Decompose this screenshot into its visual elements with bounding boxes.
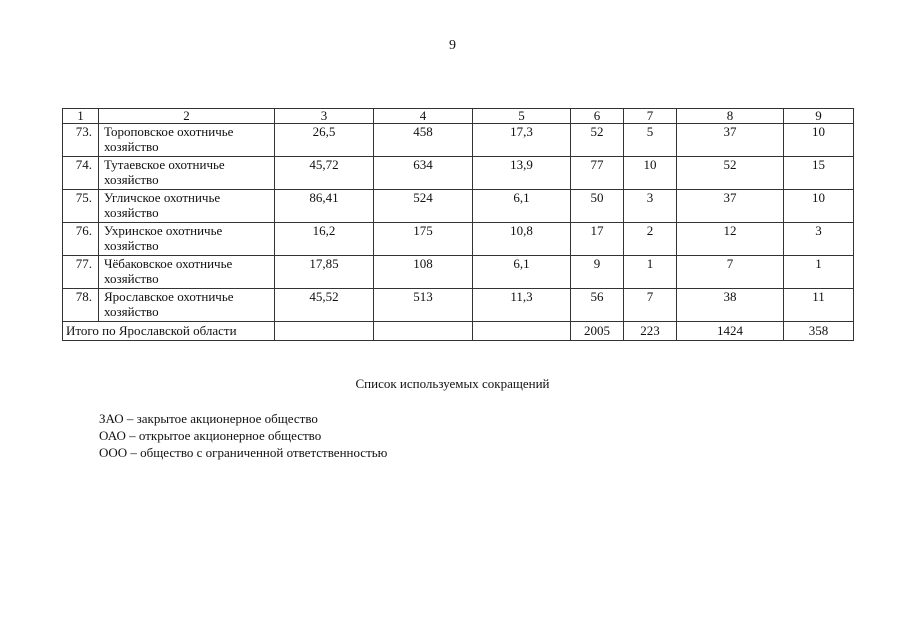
row-number: 74. (63, 157, 99, 190)
table-cell: 17 (571, 223, 624, 256)
abbreviation-item: ОАО – открытое акционерное общество (99, 428, 322, 443)
table-cell: 513 (374, 289, 473, 322)
table-cell: 10 (784, 190, 854, 223)
table-cell: 458 (374, 124, 473, 157)
table-cell: 16,2 (275, 223, 374, 256)
table-cell: 9 (571, 256, 624, 289)
column-header: 6 (571, 109, 624, 124)
table-cell: 37 (677, 124, 784, 157)
table-cell: 7 (677, 256, 784, 289)
row-number: 77. (63, 256, 99, 289)
table-cell-empty (473, 322, 571, 341)
table-cell: 56 (571, 289, 624, 322)
table-cell: 175 (374, 223, 473, 256)
table-row (63, 289, 854, 322)
table-cell: 634 (374, 157, 473, 190)
table-cell: 1 (624, 256, 677, 289)
column-header: 1 (63, 109, 99, 124)
table-cell: 10,8 (473, 223, 571, 256)
table-cell: 52 (677, 157, 784, 190)
table-cell: 45,72 (275, 157, 374, 190)
abbreviations-title: Список используемых сокращений (355, 376, 550, 391)
table-cell: 108 (374, 256, 473, 289)
table-row (63, 157, 854, 190)
table-cell: 38 (677, 289, 784, 322)
column-header: 4 (374, 109, 473, 124)
table-cell: 2 (624, 223, 677, 256)
table-cell: 5 (624, 124, 677, 157)
table-cell: 12 (677, 223, 784, 256)
table-row (63, 124, 854, 157)
column-header: 9 (784, 109, 854, 124)
column-header: 5 (473, 109, 571, 124)
total-cell: 358 (784, 322, 854, 341)
farm-name: Ухринское охотничье хозяйство (99, 223, 275, 256)
farm-name: Угличское охотничье хозяйство (99, 190, 275, 223)
table-total-row (63, 322, 854, 341)
table-cell: 50 (571, 190, 624, 223)
table-row (63, 223, 854, 256)
abbreviation-item: ООО – общество с ограниченной ответственностью (99, 445, 388, 460)
table-cell: 11 (784, 289, 854, 322)
table-cell: 3 (784, 223, 854, 256)
table-cell: 77 (571, 157, 624, 190)
farm-name: Тороповское охотничье хозяйство (99, 124, 275, 157)
table-cell: 15 (784, 157, 854, 190)
total-cell: 1424 (677, 322, 784, 341)
table-row (63, 256, 854, 289)
table-cell: 10 (784, 124, 854, 157)
table-cell-empty (374, 322, 473, 341)
table-cell: 524 (374, 190, 473, 223)
hunting-farms-table (62, 108, 854, 341)
page-number: 9 (449, 38, 456, 53)
table-cell: 86,41 (275, 190, 374, 223)
total-label: Итого по Ярославской области (63, 322, 275, 341)
column-header: 7 (624, 109, 677, 124)
abbreviation-item: ЗАО – закрытое акционерное общество (99, 411, 318, 426)
table-cell: 17,85 (275, 256, 374, 289)
table-header-row (63, 109, 854, 124)
table-cell: 3 (624, 190, 677, 223)
column-header: 2 (99, 109, 275, 124)
total-cell: 2005 (571, 322, 624, 341)
table-cell: 11,3 (473, 289, 571, 322)
row-number: 78. (63, 289, 99, 322)
table-cell: 52 (571, 124, 624, 157)
table-cell: 17,3 (473, 124, 571, 157)
total-cell: 223 (624, 322, 677, 341)
row-number: 73. (63, 124, 99, 157)
row-number: 75. (63, 190, 99, 223)
table-cell: 7 (624, 289, 677, 322)
table-row (63, 190, 854, 223)
table-cell-empty (275, 322, 374, 341)
table-cell: 26,5 (275, 124, 374, 157)
table-cell: 45,52 (275, 289, 374, 322)
farm-name: Чёбаковское охотничье хозяйство (99, 256, 275, 289)
farm-name: Тутаевское охотничье хозяйство (99, 157, 275, 190)
table-cell: 10 (624, 157, 677, 190)
table-cell: 37 (677, 190, 784, 223)
table-cell: 13,9 (473, 157, 571, 190)
column-header: 8 (677, 109, 784, 124)
column-header: 3 (275, 109, 374, 124)
table-cell: 6,1 (473, 256, 571, 289)
abbreviations-list (99, 410, 387, 461)
row-number: 76. (63, 223, 99, 256)
farm-name: Ярославское охотничье хозяйство (99, 289, 275, 322)
table-cell: 1 (784, 256, 854, 289)
table-cell: 6,1 (473, 190, 571, 223)
